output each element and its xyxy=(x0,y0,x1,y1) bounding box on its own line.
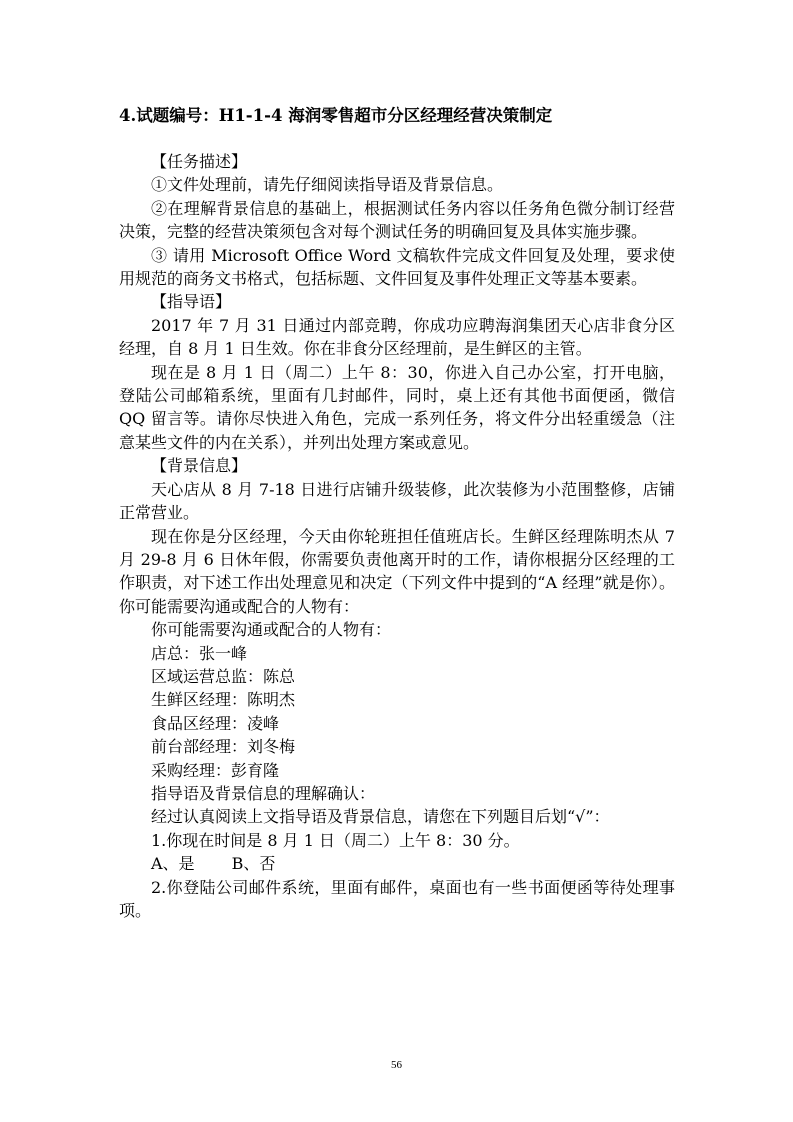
paragraph: ②在理解背景信息的基础上，根据测试任务内容以任务角色微分制订经营决策，完整的经营决策须包含对每个测试任务的明确回复及具体实施步骤。 xyxy=(119,198,675,242)
page-number: 56 xyxy=(391,1059,402,1071)
contact-line: 店总：张一峰 xyxy=(151,643,248,663)
contact-line: 区域运营总监：陈总 xyxy=(151,666,296,686)
contact-line: 采购经理：彭育隆 xyxy=(151,760,280,780)
contact-line: 生鲜区经理：陈明杰 xyxy=(151,690,296,710)
paragraph: 天心店从 8 月 7-18 日进行店铺升级装修，此次装修为小范围整修，店铺正常营业。 xyxy=(119,479,675,523)
paragraph: ③ 请用 Microsoft Office Word 文稿软件完成文件回复及处理，要求使用规范的商务文书格式，包括标题、文件回复及事件处理正文等基本要素。 xyxy=(119,245,675,289)
section-heading-background: 【背景信息】 xyxy=(151,456,248,476)
question-item: 1.你现在时间是 8 月 1 日（周二）上午 8：30 分。 xyxy=(151,830,520,850)
paragraph: ①文件处理前，请先仔细阅读指导语及背景信息。 xyxy=(151,175,504,195)
paragraph: 你可能需要沟通或配合的人物有： xyxy=(151,620,392,640)
section-heading-guide: 【指导语】 xyxy=(151,292,232,312)
paragraph: 现在是 8 月 1 日（周二）上午 8：30，你进入自己办公室，打开电脑，登陆公司邮箱系统，里面有几封邮件，同时，桌上还有其他书面便函，微信 QQ 留言等。请你尽快进入角色，完成一系列任务，将文件分出轻重缓急（注意某些文件的内在关系），并列出处理方案或意见。 xyxy=(119,362,675,452)
paragraph: 指导语及背景信息的理解确认： xyxy=(151,783,376,803)
paragraph: 2017 年 7 月 31 日通过内部竞聘，你成功应聘海润集团天心店非食分区经理，自 8 月 1 日生效。你在非食分区经理前，是生鲜区的主管。 xyxy=(119,315,675,359)
question-item: 2.你登陆公司邮件系统，里面有邮件，桌面也有一些书面便函等待处理事项。 xyxy=(119,877,675,920)
contact-line: 食品区经理：凌峰 xyxy=(151,713,280,733)
answer-options: A、是 B、否 xyxy=(151,854,276,874)
contact-line: 前台部经理：刘冬梅 xyxy=(151,737,296,757)
document-body xyxy=(119,150,675,922)
paragraph: 经过认真阅读上文指导语及背景信息，请您在下列题目后划“√”： xyxy=(151,807,610,827)
question-title: 4.试题编号：H1-1-4 海润零售超市分区经理经营决策制定 xyxy=(119,106,553,125)
section-heading-task: 【任务描述】 xyxy=(151,152,248,171)
paragraph: 现在你是分区经理，今天由你轮班担任值班店长。生鲜区经理陈明杰从 7 月 29-8 月 6 日休年假，你需要负责他离开时的工作，请你根据分区经理的工作职责，对下述工作出处理意见和决定（下列文件中提到的“A 经理”就是你）。你可能需要沟通或配合的人物有： xyxy=(119,526,675,616)
